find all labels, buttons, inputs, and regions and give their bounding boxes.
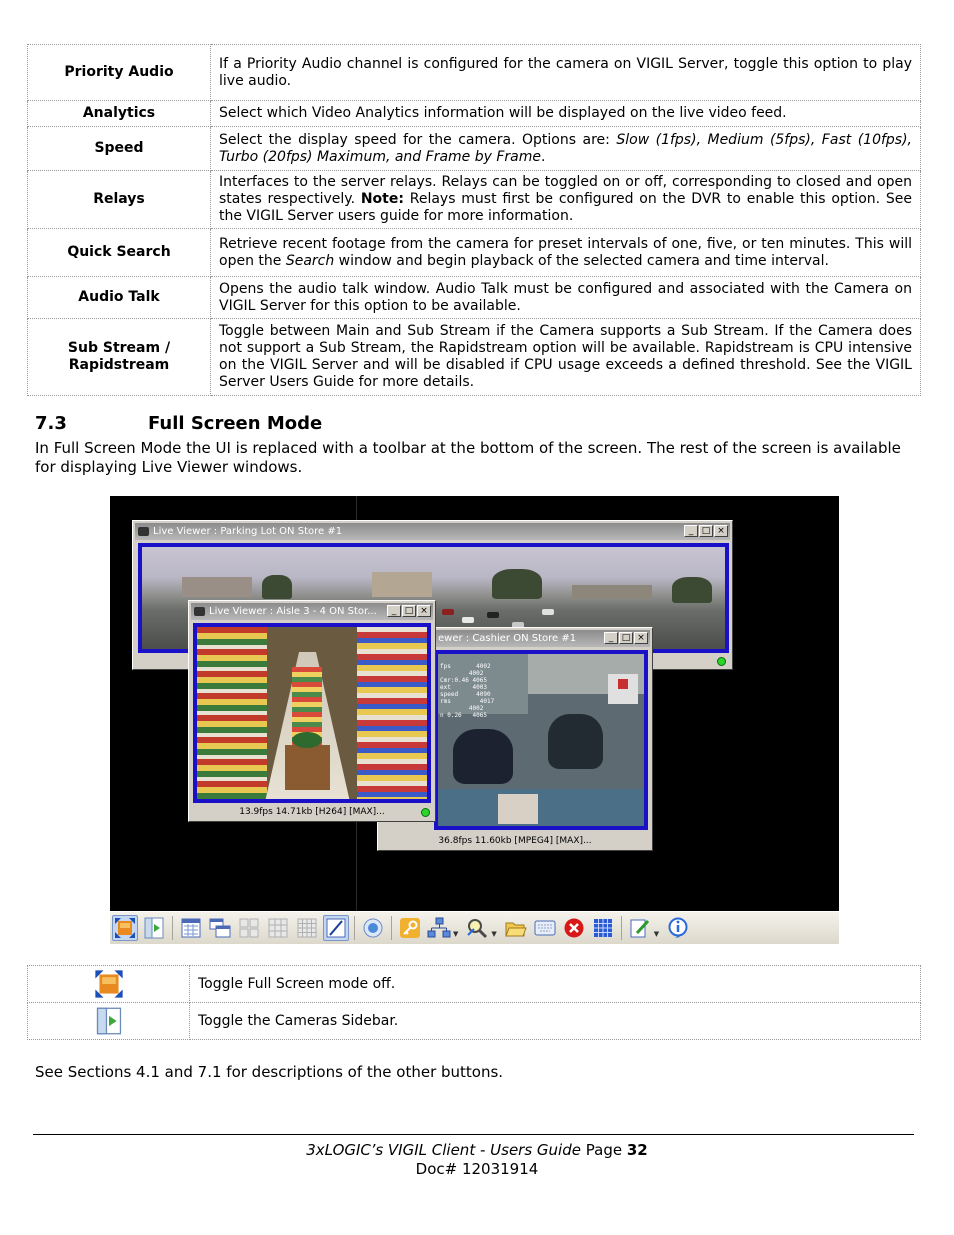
page-word: Page xyxy=(585,1141,623,1159)
search-button[interactable] xyxy=(464,915,490,941)
desc-text: . xyxy=(541,148,546,165)
keyboard-button[interactable] xyxy=(532,915,558,941)
minimize-button[interactable]: _ xyxy=(387,605,401,617)
record-button[interactable] xyxy=(360,915,386,941)
desc-text: Interfaces to the server relays. Relays can be toggled on or off, corresponding to closed and open states respectively. xyxy=(219,174,912,207)
layout-3x3-icon xyxy=(268,918,288,938)
option-label: Audio Talk xyxy=(28,277,211,319)
live-viewer-window-aisle[interactable] xyxy=(188,600,436,822)
window-controls xyxy=(684,525,728,537)
stream-status: 13.9fps 14.71kb [H264] [MAX]... xyxy=(239,807,385,817)
search-icon xyxy=(466,917,488,939)
info-icon xyxy=(667,917,689,939)
close-button[interactable]: × xyxy=(714,525,728,537)
option-description: Select which Video Analytics information will be displayed on the live video feed. xyxy=(211,101,921,127)
window-controls xyxy=(387,605,431,617)
option-description xyxy=(211,229,921,277)
camera-icon xyxy=(138,527,149,536)
speed-options: Slow (1fps), Medium (5fps), Fast (10fps), Turbo (20fps) Maximum, and Frame by Frame xyxy=(219,131,912,165)
guide-title: 3xLOGIC’s VIGIL Client - Users Guide xyxy=(306,1141,581,1159)
desc-text: Relays must first be configured on the DVR to enable this option. See the VIGIL Server users guide for more information. xyxy=(219,191,912,224)
icon-description: Toggle Full Screen mode off. xyxy=(190,966,921,1003)
folder-open-icon xyxy=(505,918,527,938)
table-row xyxy=(28,319,921,396)
grid-icon xyxy=(593,918,613,938)
window-title-bar[interactable] xyxy=(135,523,730,540)
maximize-button[interactable]: □ xyxy=(699,525,713,537)
close-button[interactable]: × xyxy=(634,632,648,644)
full-screen-toolbar xyxy=(110,911,839,944)
maximize-button[interactable]: □ xyxy=(402,605,416,617)
camera-icon xyxy=(194,607,205,616)
minimize-button[interactable]: _ xyxy=(604,632,618,644)
layout-2x2-icon xyxy=(239,918,259,938)
network-button[interactable] xyxy=(426,915,452,941)
key-button[interactable] xyxy=(397,915,423,941)
table-row xyxy=(28,45,921,101)
cameras-sidebar-button[interactable] xyxy=(141,915,167,941)
cascade-windows-button[interactable] xyxy=(207,915,233,941)
see-also-text: See Sections 4.1 and 7.1 for descriptions of the other buttons. xyxy=(35,1063,504,1081)
section-intro: In Full Screen Mode the UI is replaced with a toolbar at the bottom of the screen. The rest of the screen is available for displaying Live Viewer windows. xyxy=(35,439,901,476)
layout-grid-button[interactable] xyxy=(178,915,204,941)
option-description xyxy=(211,127,921,171)
layout-4x4-icon xyxy=(297,918,317,938)
status-led xyxy=(717,657,726,666)
maximize-button[interactable]: □ xyxy=(619,632,633,644)
chevron-down-icon[interactable]: ▼ xyxy=(653,930,660,938)
stream-status: 36.8fps 11.60kb [MPEG4] [MAX]... xyxy=(438,836,592,846)
draw-button[interactable] xyxy=(323,915,349,941)
footer-divider xyxy=(33,1134,914,1135)
desc-text: window and begin playback of the selected camera and time interval. xyxy=(334,252,829,269)
edit-button[interactable] xyxy=(627,915,653,941)
folder-open-button[interactable] xyxy=(503,915,529,941)
footer-title xyxy=(0,1141,954,1160)
close-button[interactable]: × xyxy=(417,605,431,617)
page-number: 32 xyxy=(626,1141,648,1159)
cameras-sidebar-icon xyxy=(96,1007,122,1035)
icon-description-table xyxy=(27,965,921,1040)
option-label: Quick Search xyxy=(28,229,211,277)
fullscreen-toggle-button[interactable] xyxy=(112,915,138,941)
close-all-button[interactable] xyxy=(561,915,587,941)
icon-description: Toggle the Cameras Sidebar. xyxy=(190,1003,921,1040)
keyboard-icon xyxy=(534,918,556,938)
close-all-icon xyxy=(563,917,585,939)
full-screen-mode-screenshot xyxy=(110,496,839,944)
table-row xyxy=(28,229,921,277)
window-title: Live Viewer : Aisle 3 - 4 ON Stor... xyxy=(209,606,377,617)
option-label: Relays xyxy=(28,171,211,229)
option-label: Priority Audio xyxy=(28,45,211,101)
table-row xyxy=(28,127,921,171)
option-label: Speed xyxy=(28,127,211,171)
table-row xyxy=(28,101,921,127)
table-row xyxy=(28,277,921,319)
chevron-down-icon[interactable]: ▼ xyxy=(491,930,497,938)
option-label: Analytics xyxy=(28,101,211,127)
note-label: Note: xyxy=(360,191,404,207)
video-feed-cashier: fps 4002 4002 Cmr:0.46 4065 ext 4003 speed 4090 rms 4017 4002 n 0.26 4065 xyxy=(434,650,648,830)
minimize-button[interactable]: _ xyxy=(684,525,698,537)
section-title: Full Screen Mode xyxy=(148,413,323,434)
key-icon xyxy=(399,917,421,939)
window-title: Live Viewer : Parking Lot ON Store #1 xyxy=(153,526,343,537)
grid-button[interactable] xyxy=(590,915,616,941)
fullscreen-toggle-icon xyxy=(94,969,124,999)
draw-icon xyxy=(326,918,346,938)
option-description: If a Priority Audio channel is configured for the camera on VIGIL Server, toggle this option to play live audio. xyxy=(211,45,921,101)
record-icon xyxy=(362,917,384,939)
layout-3x3-button[interactable] xyxy=(265,915,291,941)
search-window-name: Search xyxy=(285,252,335,269)
table-row xyxy=(28,171,921,229)
options-table xyxy=(27,44,921,396)
option-description: Toggle between Main and Sub Stream if the Camera supports a Sub Stream. If the Camera does not support a Sub Stream, the Rapidstream option will be available. Rapidstream is CPU intensive on the VIGIL Server and will be disabled if CPU usage exceeds a defined threshold. See the VIGIL Server Users Guide for more details. xyxy=(211,319,921,396)
option-description: Opens the audio talk window. Audio Talk must be configured and associated with the Camera on VIGIL Server for this option to be available. xyxy=(211,277,921,319)
table-row xyxy=(28,1003,921,1040)
video-feed-aisle xyxy=(193,623,431,803)
desc-text: Retrieve recent footage from the camera for preset intervals of one, five, or ten minutes. This will open the xyxy=(219,235,912,269)
network-icon xyxy=(427,917,451,939)
info-button[interactable] xyxy=(665,915,691,941)
cameras-sidebar-icon xyxy=(144,917,164,939)
window-title: ewer : Cashier ON Store #1 xyxy=(438,633,577,644)
doc-number: Doc# 12031914 xyxy=(415,1160,539,1178)
chevron-down-icon[interactable]: ▼ xyxy=(453,930,459,938)
cascade-windows-icon xyxy=(209,918,231,938)
layout-grid-icon xyxy=(181,918,201,938)
edit-icon xyxy=(629,917,651,939)
section-number: 7.3 xyxy=(35,413,67,434)
option-description xyxy=(211,171,921,229)
fullscreen-toggle-icon xyxy=(114,917,136,939)
desc-text: Select the display speed for the camera. Options are: xyxy=(219,131,617,148)
window-controls xyxy=(604,632,648,644)
status-led xyxy=(421,808,430,817)
table-row xyxy=(28,966,921,1003)
layout-4x4-button[interactable] xyxy=(294,915,320,941)
option-label: Sub Stream / Rapidstream xyxy=(28,319,211,396)
layout-2x2-button[interactable] xyxy=(236,915,262,941)
